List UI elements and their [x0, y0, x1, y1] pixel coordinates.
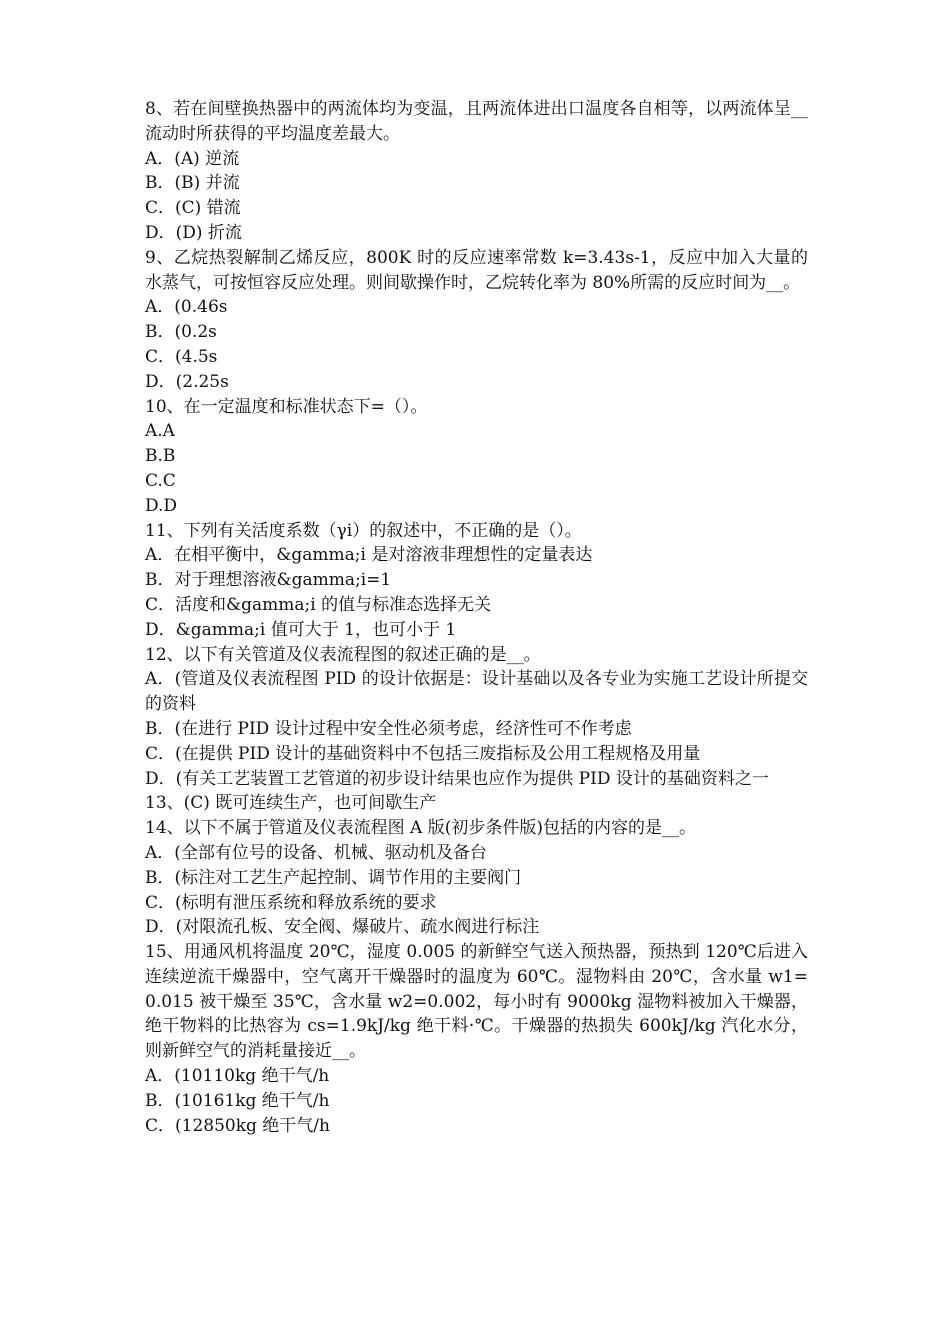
question-8-option-a: A．(A) 逆流	[145, 148, 240, 169]
question-10-stem: 10、在一定温度和标准状态下=（）。	[145, 396, 428, 417]
question-14-option-a: A．(全部有位号的设备、机械、驱动机及备台	[145, 842, 487, 863]
question-8-stem: 8、若在间壁换热器中的两流体均为变温，且两流体进出口温度各自相等，以两流体呈__流动时所获得的平均温度差最大。	[145, 99, 808, 144]
question-11-option-d: D．&gamma;i 值可大于 1，也可小于 1	[145, 619, 457, 640]
question-8-option-d: D．(D) 折流	[145, 222, 242, 243]
question-10-option-d: D.D	[145, 495, 178, 516]
question-14-option-d: D．(对限流孔板、安全阀、爆破片、疏水阀进行标注	[145, 917, 540, 938]
question-10-option-c: C.C	[145, 470, 176, 491]
question-9-option-a: A．(0.46s	[145, 297, 228, 318]
question-9-option-d: D．(2.25s	[145, 371, 229, 392]
question-14-option-b: B．(标注对工艺生产起控制、调节作用的主要阀门	[145, 867, 522, 888]
question-14-stem: 14、以下不属于管道及仪表流程图 A 版(初步条件版)包括的内容的是__。	[145, 818, 696, 839]
question-12-option-b: B．(在进行 PID 设计过程中安全性必须考虑，经济性可不作考虑	[145, 718, 632, 739]
question-11-option-a: A．在相平衡中，&gamma;i 是对溶液非理想性的定量表达	[145, 545, 593, 566]
question-8-option-c: C．(C) 错流	[145, 198, 241, 219]
question-15-stem: 15、用通风机将温度 20℃，湿度 0.005 的新鲜空气送入预热器，预热到 120℃后进入连续逆流干燥器中，空气离开干燥器时的温度为 60℃。湿物料由 20℃，含水量 w1=0.015 被干燥至 35℃，含水量 w2=0.002，每小时有 9000kg 湿物料被加入干燥器，绝干物料的比热容为 cs=1.9kJ/kg 绝干料·℃。干燥器的热损失 600kJ/kg 汽化水分，则新鲜空气的消耗量接近__。	[145, 942, 808, 1062]
question-15-option-c: C．(12850kg 绝干气/h	[145, 1115, 330, 1136]
question-13-stem: 13、(C) 既可连续生产，也可间歇生产	[145, 793, 437, 814]
question-10-option-a: A.A	[145, 421, 175, 442]
question-12-option-a: A．(管道及仪表流程图 PID 的设计依据是：设计基础以及各专业为实施工艺设计所提交的资料	[145, 669, 808, 715]
question-11-option-b: B．对于理想溶液&gamma;i=1	[145, 570, 392, 591]
question-12-option-c: C．(在提供 PID 设计的基础资料中不包括三废指标及公用工程规格及用量	[145, 743, 701, 764]
question-14-option-c: C．(标明有泄压系统和释放系统的要求	[145, 892, 437, 913]
question-10-option-b: B.B	[145, 446, 176, 467]
question-12-option-d: D．(有关工艺装置工艺管道的初步设计结果也应作为提供 PID 设计的基础资料之一	[145, 768, 769, 789]
question-15-option-a: A．(10110kg 绝干气/h	[145, 1066, 330, 1087]
question-9-option-b: B．(0.2s	[145, 322, 217, 343]
question-9-option-c: C．(4.5s	[145, 346, 218, 367]
question-12-stem: 12、以下有关管道及仪表流程图的叙述正确的是__。	[145, 644, 541, 665]
question-9-stem: 9、乙烷热裂解制乙烯反应，800K 时的反应速率常数 k=3.43s-1，反应中加入大量的水蒸气，可按恒容反应处理。则间歇操作时，乙烷转化率为 80%所需的反应时间为__。	[145, 247, 808, 293]
question-15-option-b: B．(10161kg 绝干气/h	[145, 1090, 330, 1111]
question-8-option-b: B．(B) 并流	[145, 173, 240, 194]
question-11-stem: 11、下列有关活度系数（γi）的叙述中，不正确的是（）。	[145, 520, 582, 541]
question-11-option-c: C．活度和&gamma;i 的值与标准态选择无关	[145, 594, 492, 615]
